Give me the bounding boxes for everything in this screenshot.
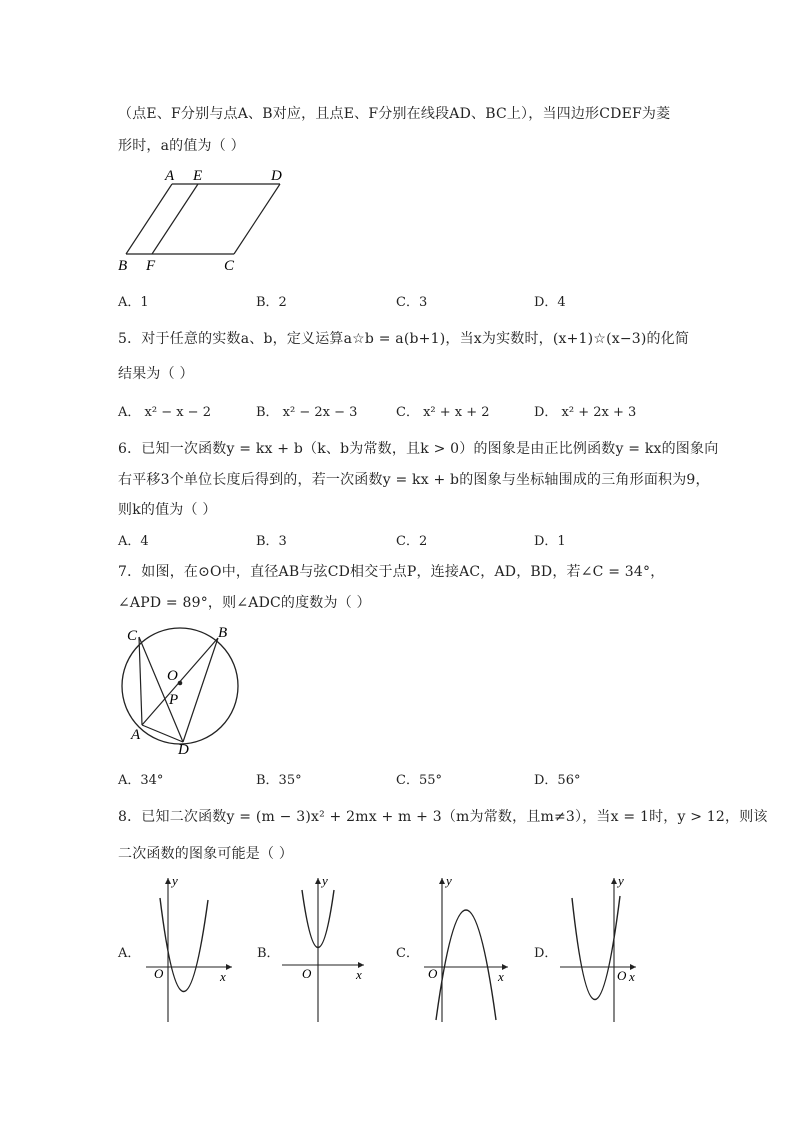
q7-text-line2: ∠APD = 89°，则∠ADC的度数为（ ） (118, 595, 371, 611)
q4-text-line2: 形时，a的值为（ ） (118, 138, 245, 154)
label-A: A (131, 727, 141, 743)
label-D: D (178, 742, 189, 758)
q5-text-line2: 结果为（ ） (118, 366, 194, 382)
axis-y-label: y (446, 873, 452, 888)
q8-text-line1: 8．已知二次函数y = (m − 3)x² + 2mx + m + 3（m为常数，且m≠3），当x = 1时，y > 12，则该 (118, 809, 768, 825)
q8-text-line2: 二次函数的图象可能是（ ） (118, 846, 294, 862)
label-B: B (218, 625, 228, 641)
axis-x-label: x (220, 969, 226, 984)
q8-option-b-label[interactable]: B． (257, 946, 280, 961)
q5-text-line1: 5．对于任意的实数a、b，定义运算a☆b = a(b+1)，当x为实数时，(x+1)☆(x−3)的化简 (118, 331, 690, 347)
q6-option-a[interactable]: A．4 (118, 534, 149, 549)
q5-option-b[interactable]: B． x² − 2x − 3 (256, 405, 358, 420)
label-F: F (146, 258, 156, 274)
q6-text-line1: 6．已知一次函数y = kx + b（k、b为常数，且k > 0）的图象是由正比例函数y = kx的图象向 (118, 441, 719, 457)
origin-label: O (428, 966, 438, 981)
q7-option-b[interactable]: B．35° (256, 773, 302, 788)
q4-option-a[interactable]: A．1 (118, 295, 149, 310)
q8-graph-a[interactable] (140, 870, 240, 1025)
axis-x-label: x (498, 969, 504, 984)
q8-graph-b[interactable] (278, 870, 378, 1025)
q7-option-d[interactable]: D．56° (534, 773, 581, 788)
label-P: P (169, 692, 179, 708)
q4-option-b[interactable]: B．2 (256, 295, 287, 310)
q7-option-a[interactable]: A．34° (118, 773, 164, 788)
q4-parallelogram-figure (112, 164, 292, 276)
center-point-O (178, 681, 183, 686)
axis-x-label: x (356, 967, 362, 982)
axis-x-label: x (629, 969, 635, 984)
origin-label: O (302, 966, 312, 981)
q8-option-a-label[interactable]: A． (118, 946, 141, 961)
q6-option-c[interactable]: C．2 (396, 534, 428, 549)
q5-option-a[interactable]: A． x² − x − 2 (118, 405, 211, 420)
axis-y-label: y (172, 873, 178, 888)
q4-option-d[interactable]: D．4 (534, 295, 566, 310)
axis-y-label: y (322, 873, 328, 888)
label-A: A (165, 168, 175, 184)
q6-option-d[interactable]: D．1 (534, 534, 566, 549)
q4-option-c[interactable]: C．3 (396, 295, 428, 310)
q5-option-d[interactable]: D． x² + 2x + 3 (534, 405, 637, 420)
q4-text-line1: （点E、F分别与点A、B对应，且点E、F分别在线段AD、BC上），当四边形CDEF为菱 (118, 106, 671, 122)
q7-text-line1: 7．如图，在⊙O中，直径AB与弦CD相交于点P，连接AC，AD，BD，若∠C = 34°， (118, 564, 665, 580)
q6-option-b[interactable]: B．3 (256, 534, 287, 549)
q7-option-c[interactable]: C．55° (396, 773, 442, 788)
q5-option-c[interactable]: C． x² + x + 2 (396, 405, 490, 420)
label-D: D (271, 168, 282, 184)
label-O: O (167, 668, 178, 684)
q8-option-d-label[interactable]: D． (534, 946, 558, 961)
q6-text-line2: 右平移3个单位长度后得到的，若一次函数y = kx + b的图象与坐标轴围成的三角形面积为9， (118, 472, 710, 488)
axis-y-label: y (618, 873, 624, 888)
origin-label: O (154, 966, 164, 981)
label-C: C (224, 258, 235, 274)
q8-graph-c[interactable] (418, 870, 518, 1025)
label-E: E (193, 168, 203, 184)
q8-graph-d[interactable] (556, 870, 656, 1025)
label-B: B (118, 258, 128, 274)
q7-circle-figure (112, 620, 252, 760)
q8-option-c-label[interactable]: C． (396, 946, 419, 961)
label-C: C (127, 628, 138, 644)
q6-text-line3: 则k的值为（ ） (118, 502, 217, 518)
origin-label: O (617, 968, 627, 983)
